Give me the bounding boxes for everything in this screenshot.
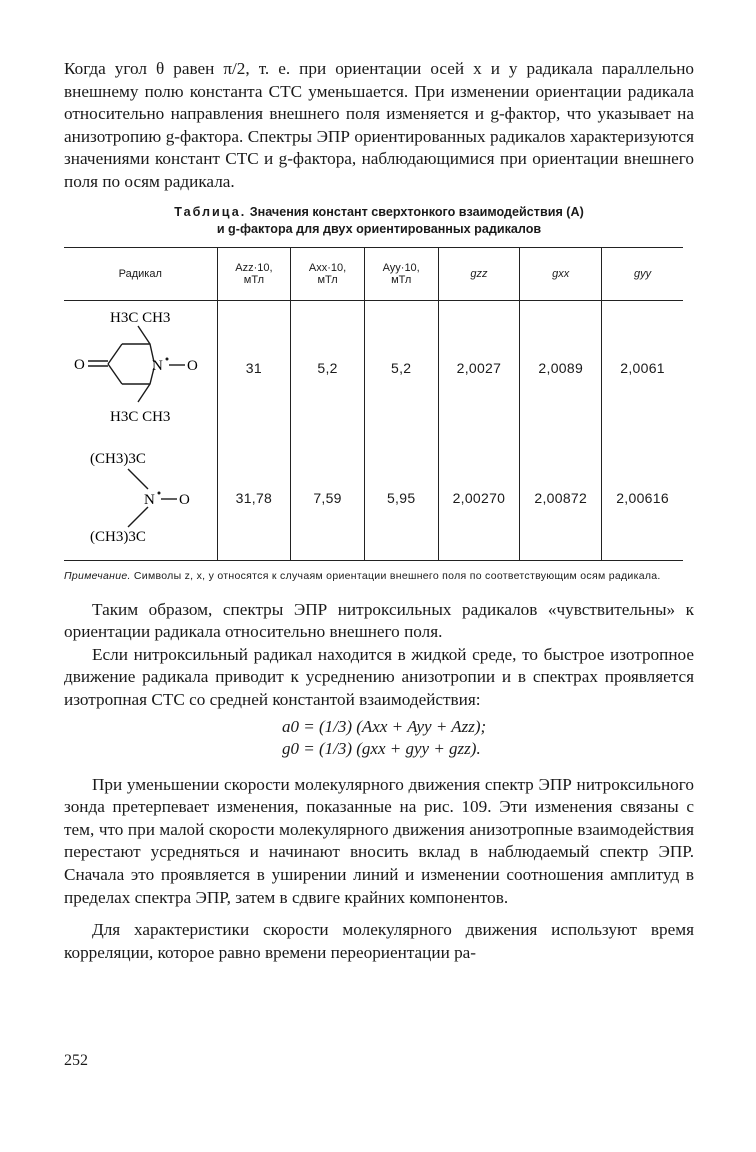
page-body: [64, 58, 694, 964]
cell-azz: 31,78: [217, 436, 291, 561]
header-radical: Радикал: [64, 247, 217, 300]
table-row: [64, 436, 683, 561]
header-azz: Azz·10, мТл: [217, 247, 291, 300]
note-text: Символы z, x, y относятся к случаям ориентации внешнего поля по соответствующим осям радикала.: [133, 569, 661, 582]
radical-structure-cell: [64, 436, 217, 561]
cell-axx: 5,2: [291, 300, 365, 436]
paragraph-5: Для характеристики скорости молекулярного движения используют время корреляции, которое равно времени переориентации ра-: [64, 920, 694, 962]
paragraph-4: При уменьшении скорости молекулярного движения спектр ЭПР нитроксильного зонда претерпевает изменения, показанные на рис. 109. Эти изменения связаны с тем, что при малой скорости молекулярного движения анизотропные взаимодействия перестают усредняться и начинают вносить вклад в наблюдаемый спектр ЭПР. Сначала это проявляется в уширении линий и изменении соотношения амплитуд в пределах спектра ЭПР, затем в сдвиге крайних компонентов.: [64, 774, 694, 907]
cell-gxx: 2,0089: [520, 300, 602, 436]
table-note: [64, 570, 694, 583]
cell-gzz: 2,0027: [438, 300, 520, 436]
structure2-bottom-label: (CH3)3C: [90, 529, 147, 546]
page-number: 252: [64, 1052, 88, 1069]
intro-paragraph: Когда угол θ равен π/2, т. е. при ориентации осей x и y радикала параллельно внешнему полю константа СТС уменьшается. При изменении ориентации радикала относительно направления внешнего поля изменяется и g-фактор, что указывает на анизотропию g-фактора. Спектры ЭПР ориентированных радикалов характеризуются значениями констант СТС и g-фактора, наблюдающимися при ориентации внешнего поля по осям радикала.: [64, 59, 694, 191]
cell-ayy: 5,95: [364, 436, 438, 561]
structure1-nitroxyl-o: O: [187, 358, 199, 375]
table-caption-lead: Таблица.: [174, 204, 247, 219]
header-gxx: gxx: [520, 247, 602, 300]
table-row: [64, 300, 683, 436]
structure1-nitrogen: N: [152, 358, 164, 375]
structure1-bottom-label: H3C CH3: [110, 409, 171, 426]
cell-axx: 7,59: [291, 436, 365, 561]
table-caption-line1: Значения констант сверхтонкого взаимодействия (A): [249, 204, 584, 219]
formula-block: [282, 716, 694, 760]
structure2-top-label: (CH3)3C: [90, 451, 147, 468]
piperidine-nitroxide-structure: [70, 304, 210, 429]
formula-g0: g0 = (1/3) (gxx + gyy + gzz).: [282, 738, 481, 758]
radical-structure-cell: [64, 300, 217, 436]
structure2-nitroxyl-o: O: [179, 492, 191, 509]
header-ayy: Ayy·10, мТл: [364, 247, 438, 300]
paragraph-2: Таким образом, спектры ЭПР нитроксильных радикалов «чувствительны» к ориентации радикала относительно внешнего поля.: [64, 599, 694, 642]
formula-a0: a0 = (1/3) (Axx + Ayy + Azz);: [282, 716, 487, 736]
header-axx: Axx·10, мТл: [291, 247, 365, 300]
data-table: [64, 247, 683, 561]
cell-gyy: 2,0061: [602, 300, 683, 436]
cell-ayy: 5,2: [364, 300, 438, 436]
header-gzz: gzz: [438, 247, 520, 300]
structure1-top-label: H3C CH3: [110, 310, 171, 327]
di-tert-butyl-nitroxide-structure: [70, 441, 210, 551]
table-header-row: [64, 247, 683, 300]
cell-azz: 31: [217, 300, 291, 436]
structure2-nitrogen: N: [144, 492, 156, 509]
cell-gzz: 2,00270: [438, 436, 520, 561]
cell-gxx: 2,00872: [520, 436, 602, 561]
note-label: Примечание.: [64, 569, 131, 582]
table-caption-line2: и g-фактора для двух ориентированных радикалов: [216, 221, 542, 236]
paragraph-3: Если нитроксильный радикал находится в жидкой среде, то быстрое изотропное движение радикала приводит к усреднению анизотропии и в спектрах проявляется изотропная СТС со средней константой взаимодействия:: [64, 644, 694, 709]
table-caption: [64, 204, 694, 238]
cell-gyy: 2,00616: [602, 436, 683, 561]
header-gyy: gyy: [602, 247, 683, 300]
structure1-ketone-o: O: [74, 357, 86, 374]
